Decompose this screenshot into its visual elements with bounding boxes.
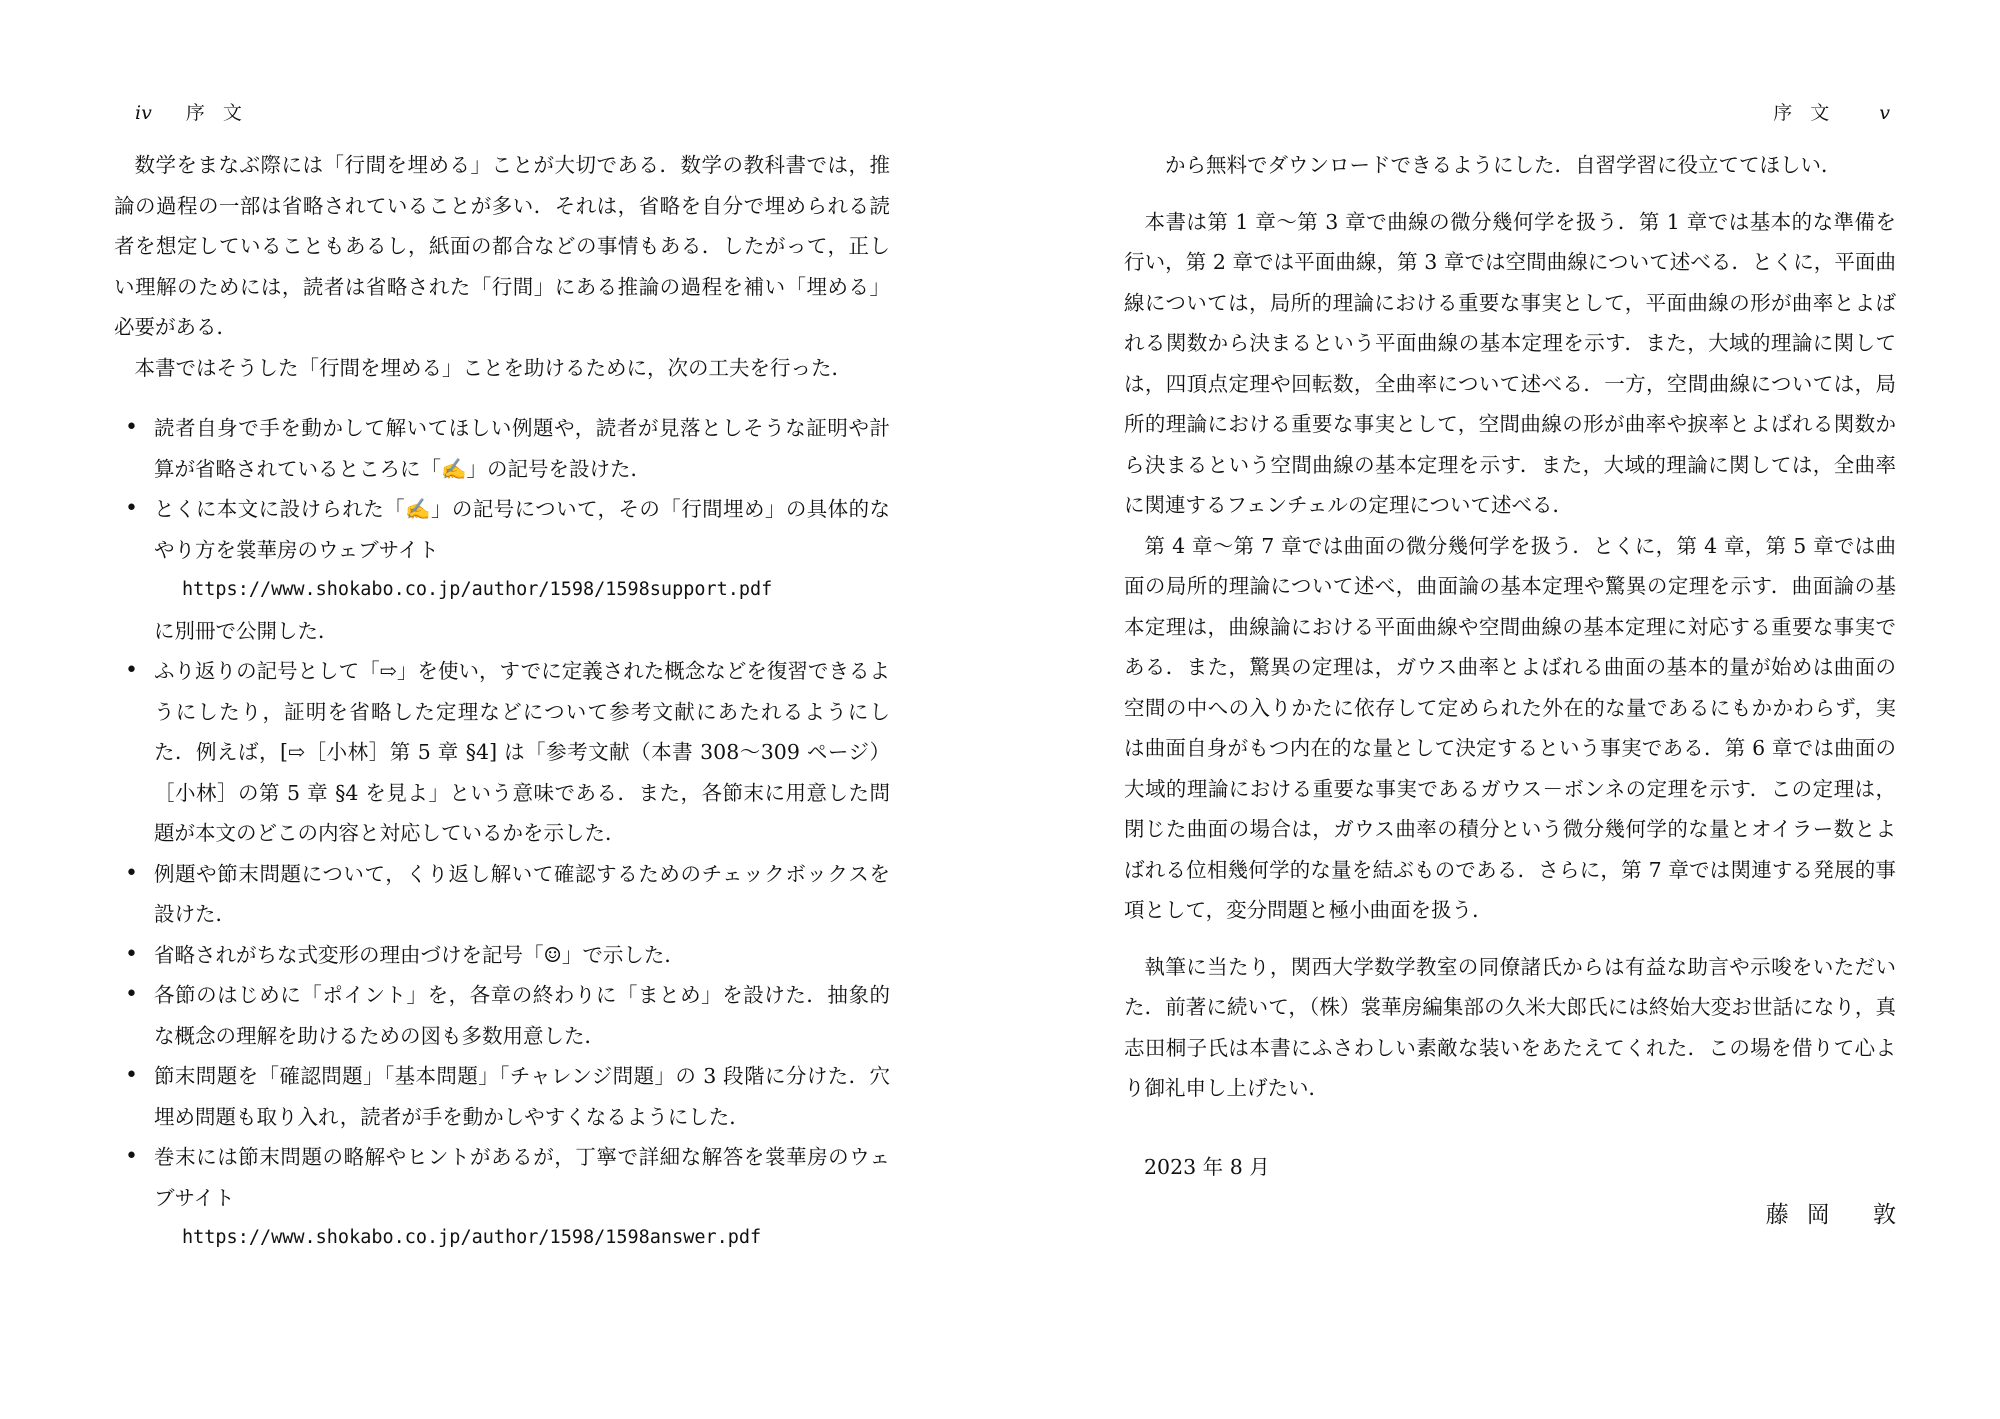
list-item: • 省略されがちな式変形の理由づけを記号「☺」で示した．: [114, 935, 890, 976]
list-item: • 例題や節末問題について，くり返し解いて確認するためのチェックボックスを設けた．: [114, 854, 890, 935]
right-page-header: [1773, 98, 1890, 125]
paragraph: 第 4 章〜第 7 章では曲面の微分幾何学を扱う．とくに，第 4 章，第 5 章では曲面の局所的理論について述べ，曲面論の基本定理や驚異の定理を示す．曲面論の基本定理は，曲線論における平面曲線や空間曲線の基本定理に対応する重要な事実である．また，驚異の定理は，ガウス曲率とよばれる曲面の基本的量が始めは曲面の空間の中への入りかたに依存して定められた外在的な量であるにもかかわらず，実は曲面自身がもつ内在的な量として決定するという事実である．第 6 章では曲面の大域的理論における重要な事実であるガウス－ボンネの定理を示す．この定理は，閉じた曲面の場合は，ガウス曲率の積分という微分幾何学的な量とオイラー数とよばれる位相幾何学的な量を結ぶものである．さらに，第 7 章では関連する発展的事項として，変分問題と極小曲面を扱う．: [1124, 533, 1896, 922]
left-page-body: [114, 145, 890, 1259]
left-page-header: [135, 98, 248, 125]
list-item: • 各節のはじめに「ポイント」を，各章の終わりに「まとめ」を設けた．抽象的な概念の理解を助けるための図も多数用意した．: [114, 975, 890, 1056]
feature-list: [114, 408, 890, 1259]
running-title: 序 文: [185, 102, 248, 124]
support-url: https://www.shokabo.co.jp/author/1598/1598support.pdf: [182, 579, 773, 600]
right-page: [1000, 0, 2000, 1419]
list-item-continuation: に別冊で公開した．: [154, 618, 339, 643]
paragraph: 数学をまなぶ際には「行間を埋める」ことが大切である．数学の教科書では，推論の過程の一部は省略されていることが多い．それは，省略を自分で埋められる読者を想定していることもあるし，紙面の都合などの事情もある．したがって，正しい理解のためには，読者は省略された「行間」にある推論の過程を補い「埋める」必要がある．: [114, 153, 890, 339]
paragraph: 本書ではそうした「行間を埋める」ことを助けるために，次の工夫を行った．: [134, 355, 852, 380]
author-signature: 藤岡 敦: [1765, 1202, 1914, 1228]
paragraph: 本書は第 1 章〜第 3 章で曲線の微分幾何学を扱う．第 1 章では基本的な準備を行い，第 2 章では平面曲線，第 3 章では空間曲線について述べる．とくに，平面曲線については，局所的理論における重要な事実として，平面曲線の形が曲率とよばれる関数から決まるという平面曲線の基本定理を示す．また，大域的理論に関しては，四頂点定理や回転数，全曲率について述べる．一方，空間曲線については，局所的理論における重要な事実として，空間曲線の形が曲率や捩率とよばれる関数から決まるという空間曲線の基本定理を示す．また，大域的理論に関しては，全曲率に関連するフェンチェルの定理について述べる．: [1124, 209, 1896, 517]
right-page-body: [1124, 145, 1914, 1236]
paragraph: 執筆に当たり，関西大学数学教室の同僚諸氏からは有益な助言や示唆をいただいた．前著に続いて，（株）裳華房編集部の久米大郎氏には終始大変お世話になり，真志田桐子氏は本書にふさわしい素敵な装いをあたえてくれた．この場を借りて心より御礼申し上げたい．: [1124, 954, 1896, 1100]
continuation-line: から無料でダウンロードできるようにした．自習学習に役立ててほしい．: [1165, 153, 1842, 177]
running-title: 序 文: [1773, 102, 1836, 124]
list-item: • ふり返りの記号として「⇨」を使い，すでに定義された概念などを復習できるようにしたり，証明を省略した定理などについて参考文献にあたれるようにした．例えば，[⇨［小林］第 5 章 §4] は「参考文献（本書 308〜309 ページ）［小林］の第 5 章 §4 を見よ」という意味である．また，各節末に用意した問題が本文のどこの内容と対応しているかを示した．: [114, 651, 890, 854]
page-number: iv: [135, 102, 152, 124]
list-item: • 読者自身で手を動かして解いてほしい例題や，読者が見落としそうな証明や計算が省略されているところに「✍」の記号を設けた．: [114, 408, 890, 489]
list-item: • とくに本文に設けられた「✍」の記号について，その「行間埋め」の具体的なやり方を裳華房のウェブサイト https://www.shokabo.co.jp/author/1598/1598support.pdf に別冊で公開した．: [114, 489, 890, 651]
date: 2023 年 8 月: [1144, 1154, 1270, 1179]
answer-url: https://www.shokabo.co.jp/author/1598/1598answer.pdf: [182, 1227, 762, 1248]
list-item: • 巻末には節末問題の略解やヒントがあるが，丁寧で詳細な解答を裳華房のウェブサイト https://www.shokabo.co.jp/author/1598/1598answer.pdf: [114, 1137, 890, 1259]
list-item: • 節末問題を「確認問題」「基本問題」「チャレンジ問題」の 3 段階に分けた．穴埋め問題も取り入れ，読者が手を動かしやすくなるようにした．: [114, 1056, 890, 1137]
page-number: v: [1879, 102, 1890, 124]
